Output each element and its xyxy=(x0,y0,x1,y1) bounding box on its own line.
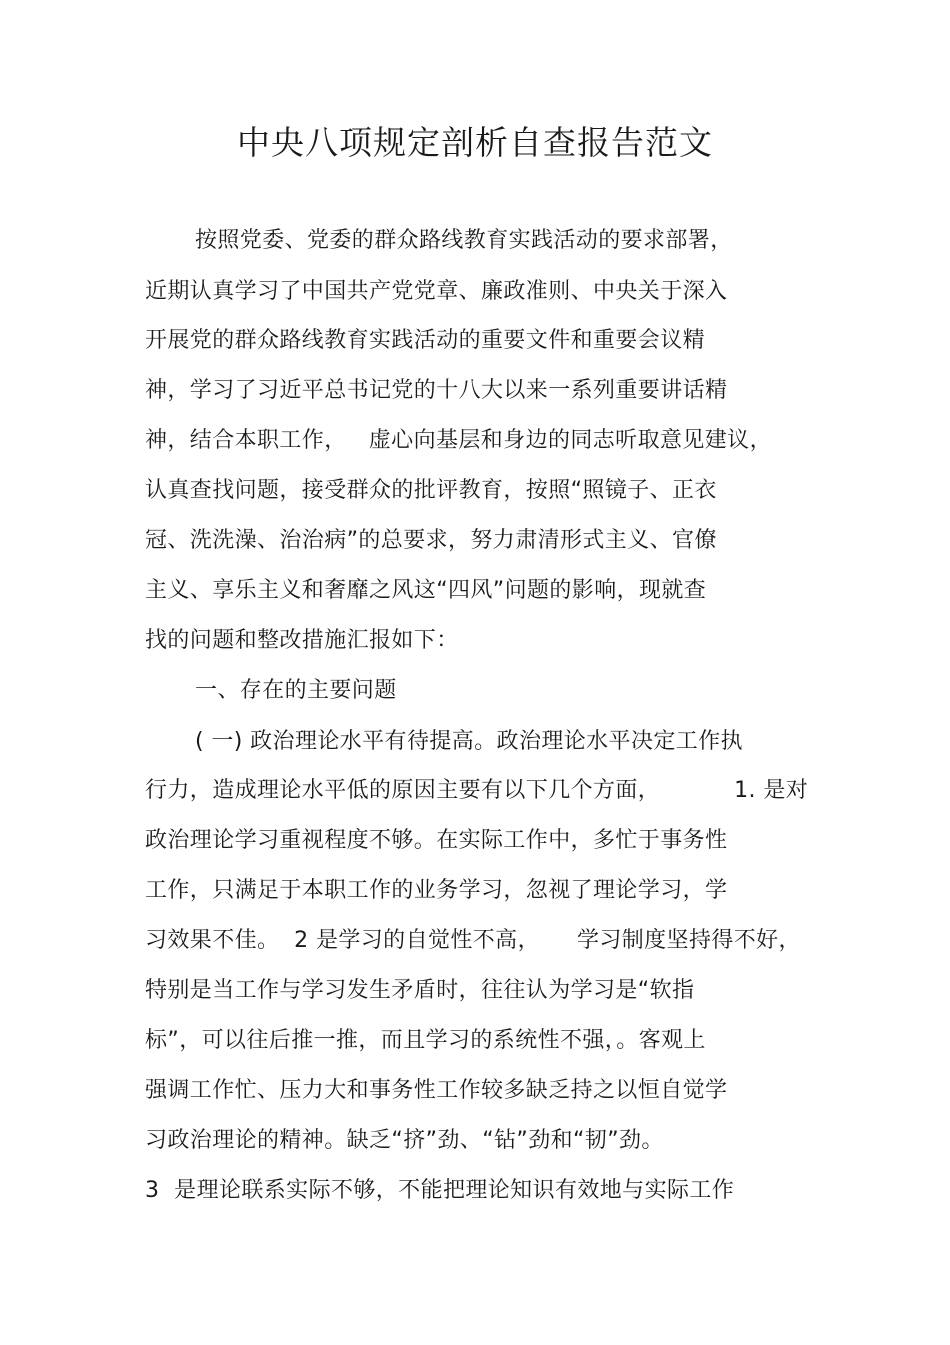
body-line: 强调工作忙、压力大和事务性工作较多缺乏持之以恒自觉学 xyxy=(145,1078,728,1103)
section-heading: 一、存在的主要问题 xyxy=(195,678,397,703)
body-line: ( 一) 政治理论水平有待提高。政治理论水平决定工作执 xyxy=(195,729,743,754)
body-line: 找的问题和整改措施汇报如下： xyxy=(145,628,459,653)
body-line: 近期认真学习了中国共产党党章、廉政准则、中央关于深入 xyxy=(145,279,728,304)
body-line: 政治理论学习重视程度不够。在实际工作中，多忙于事务性 xyxy=(145,828,728,853)
body-line: 行力，造成理论水平低的原因主要有以下几个方面， 1. 是对 xyxy=(145,778,809,803)
body-line: 标”，可以往后推一推，而且学习的系统性不强，。客观上 xyxy=(145,1028,706,1053)
body-line: 3 是理论联系实际不够，不能把理论知识有效地与实际工作 xyxy=(145,1178,735,1203)
body-line: 主义、享乐主义和奢靡之风这“四风”问题的影响，现就查 xyxy=(145,578,707,603)
body-line: 习效果不佳。 2 是学习的自觉性不高， 学习制度坚持得不好， xyxy=(145,928,801,953)
body-line: 冠、洗洗澡、治治病”的总要求，努力肃清形式主义、官僚 xyxy=(145,528,717,553)
body-line: 习政治理论的精神。缺乏“挤”劲、“钻”劲和“韧”劲。 xyxy=(145,1128,664,1153)
body-line: 认真查找问题，接受群众的批评教育，按照“照镜子、正衣 xyxy=(145,478,717,503)
body-line: 神，结合本职工作， 虚心向基层和身边的同志听取意见建议， xyxy=(145,428,772,453)
body-line: 按照党委、党委的群众路线教育实践活动的要求部署， xyxy=(195,228,733,253)
body-line: 神，学习了习近平总书记党的十八大以来一系列重要讲话精 xyxy=(145,378,728,403)
body-line: 特别是当工作与学习发生矛盾时，往往认为学习是“软指 xyxy=(145,978,695,1003)
body-line: 开展党的群众路线教育实践活动的重要文件和重要会议精 xyxy=(145,328,706,353)
body-line: 工作，只满足于本职工作的业务学习，忽视了理论学习，学 xyxy=(145,878,728,903)
document-title: 中央八项规定剖析自查报告范文 xyxy=(237,123,713,162)
